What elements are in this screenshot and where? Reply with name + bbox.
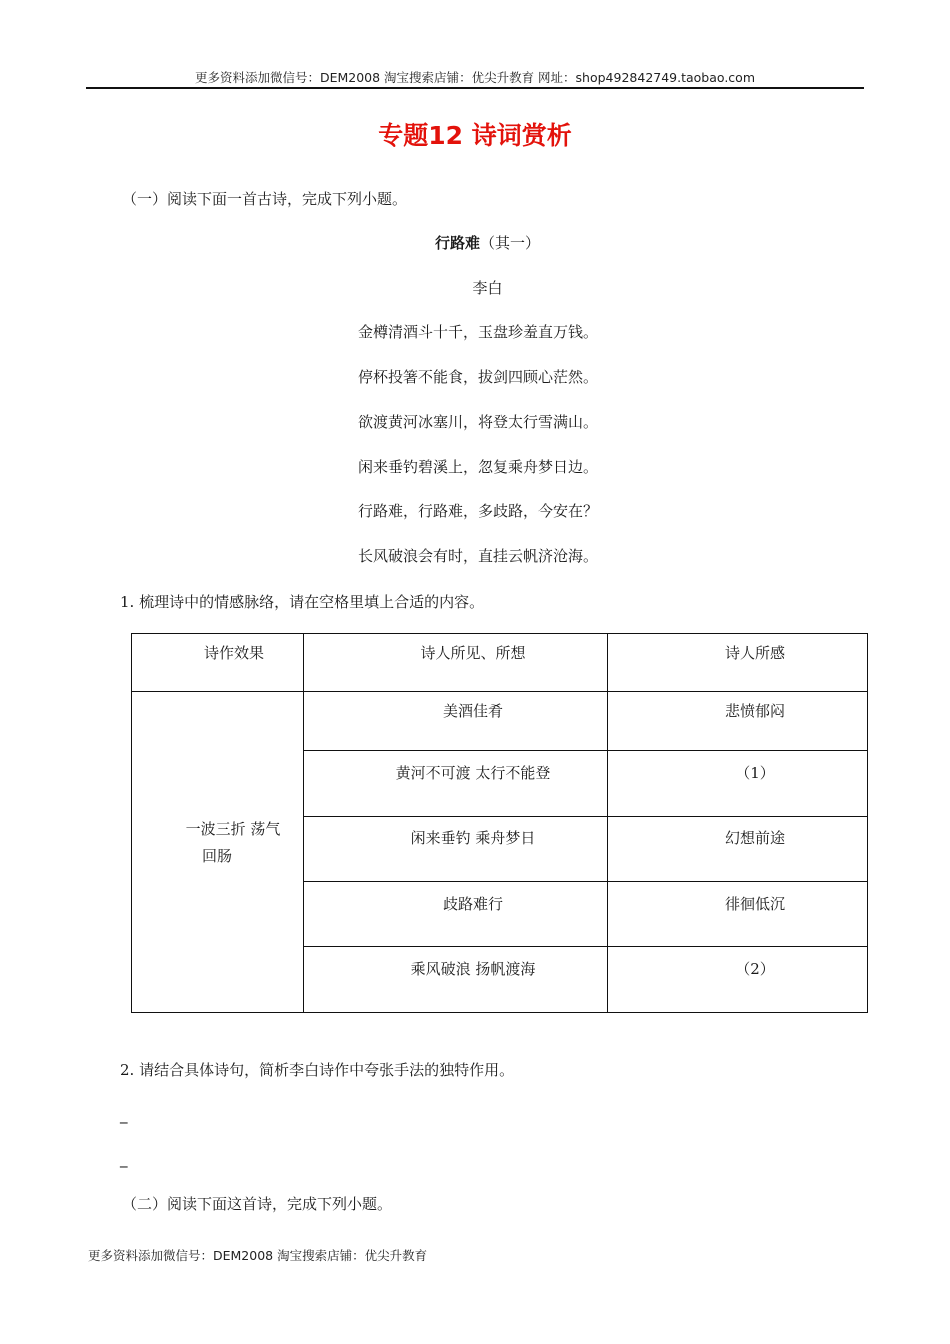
table-cell-seen: 乘风破浪 扬帆渡海	[410, 960, 536, 978]
poem-line: 欲渡黄河冰塞川，将登太行雪满山。	[358, 413, 599, 431]
table-border-right	[867, 633, 868, 1013]
table-cell-felt: （1）	[735, 764, 775, 782]
page-footer: 更多资料添加微信号：DEM2008 淘宝搜索店铺：优尖升教育	[88, 1248, 428, 1263]
table-cell-seen: 美酒佳肴	[442, 702, 503, 720]
question-2: 2. 请结合具体诗句，简析李白诗作中夸张手法的独特作用。	[120, 1061, 515, 1079]
poem-line: 长风破浪会有时，直挂云帆济沧海。	[358, 547, 599, 565]
table-row-rule	[303, 881, 868, 882]
table-header-cell: 诗作效果	[203, 644, 264, 662]
table-cell-felt: 徘徊低沉	[724, 895, 785, 913]
poem-title-suffix: （其一）	[480, 234, 541, 252]
poem-title	[0, 232, 950, 253]
table-border-bottom	[131, 1012, 868, 1013]
table-header-cell: 诗人所感	[724, 644, 785, 662]
table-col-rule	[607, 633, 608, 1013]
table-border-top	[131, 633, 868, 634]
table-cell-seen: 歧路难行	[442, 895, 503, 913]
header-divider	[86, 87, 864, 89]
poem-title-name: 行路难	[434, 234, 480, 252]
answer-blank[interactable]: _	[120, 1106, 128, 1124]
table-row-rule	[303, 946, 868, 947]
table-cell-effect: 一波三折 荡气	[185, 820, 281, 838]
table-cell-seen: 黄河不可渡 太行不能登	[395, 764, 551, 782]
poem-line: 行路难，行路难，多歧路，今安在？	[358, 502, 599, 520]
table-row-rule	[303, 816, 868, 817]
poem-line: 金樽清酒斗十千，玉盘珍羞直万钱。	[358, 323, 599, 341]
poem-line: 闲来垂钓碧溪上，忽复乘舟梦日边。	[358, 458, 599, 476]
question-1: 1. 梳理诗中的情感脉络，请在空格里填上合适的内容。	[120, 593, 485, 611]
table-cell-seen: 闲来垂钓 乘舟梦日	[410, 829, 536, 847]
table-cell-felt: （2）	[735, 960, 775, 978]
poem-line: 停杯投箸不能食，拔剑四顾心茫然。	[358, 368, 599, 386]
page-title: 专题12 诗词赏析	[378, 121, 572, 150]
answer-blank[interactable]: _	[120, 1150, 128, 1168]
table-header-rule	[131, 691, 868, 692]
table-cell-felt: 悲愤郁闷	[724, 702, 785, 720]
section1-intro: （一）阅读下面一首古诗，完成下列小题。	[122, 190, 408, 208]
table-cell-felt: 幻想前途	[724, 829, 785, 847]
table-cell-effect: 回肠	[201, 847, 232, 865]
page-header: 更多资料添加微信号：DEM2008 淘宝搜索店铺：优尖升教育 网址：shop492842749.taobao.com	[194, 70, 756, 85]
section2-intro: （二）阅读下面这首诗，完成下列小题。	[122, 1195, 393, 1213]
table-row-rule	[303, 750, 868, 751]
table-header-cell: 诗人所见、所想	[420, 644, 526, 662]
poem-author: 李白	[472, 279, 503, 297]
